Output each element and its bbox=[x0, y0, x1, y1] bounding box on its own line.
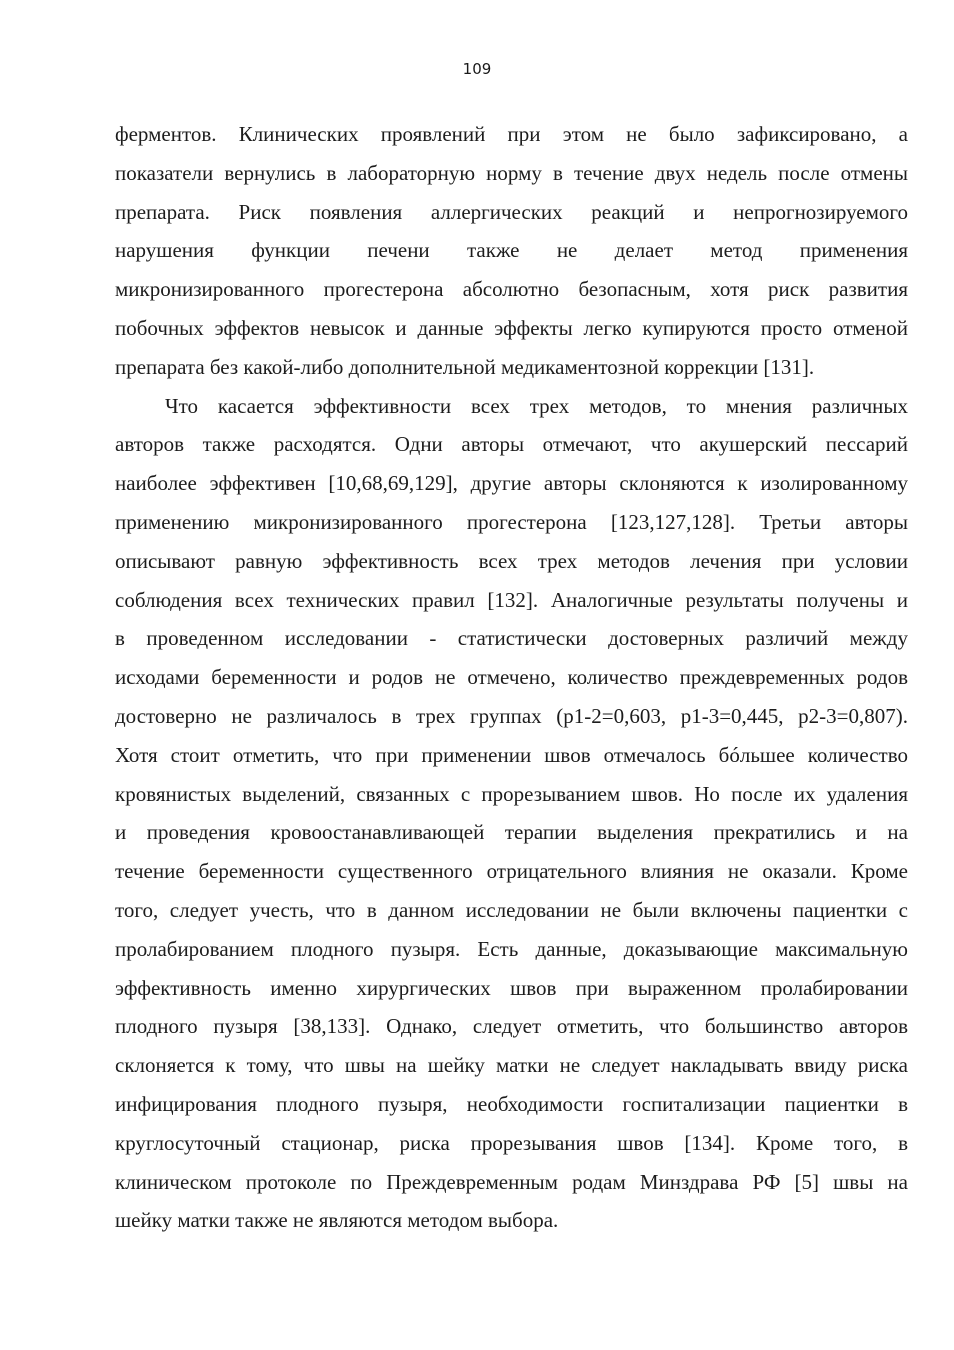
paragraph bbox=[115, 115, 908, 387]
text-line: течение беременности существенного отрицательного влияния не оказали. Кроме bbox=[115, 859, 908, 884]
text-line: препарата. Риск появления аллергических реакций и непрогнозируемого bbox=[115, 199, 908, 224]
text-line: в проведенном исследовании - статистически достоверных различий между bbox=[115, 626, 908, 651]
text-line: авторов также расходятся. Одни авторы отмечают, что акушерский пессарий bbox=[115, 432, 908, 457]
paragraph bbox=[115, 387, 908, 1241]
page-body bbox=[115, 115, 908, 1240]
text-line: кровянистых выделений, связанных с прорезыванием швов. Но после их удаления bbox=[115, 781, 908, 806]
text-line: применению микронизированного прогестерона [123,127,128]. Третьи авторы bbox=[115, 509, 908, 534]
text-line: шейку матки также не являются методом выбора. bbox=[115, 1208, 559, 1233]
text-line: препарата без какой-либо дополнительной медикаментозной коррекции [131]. bbox=[115, 354, 815, 379]
text-line: Хотя стоит отметить, что при применении швов отмечалось бóльшее количество bbox=[115, 742, 908, 767]
page-number: 109 bbox=[462, 60, 492, 78]
text-line: наиболее эффективен [10,68,69,129], другие авторы склоняются к изолированному bbox=[115, 471, 908, 496]
text-line: склоняется к тому, что швы на шейку матки не следует накладывать ввиду риска bbox=[115, 1053, 908, 1078]
text-line: показатели вернулись в лабораторную норму в течение двух недель после отмены bbox=[115, 160, 908, 185]
text-line: ферментов. Клинических проявлений при этом не было зафиксировано, а bbox=[115, 122, 908, 146]
text-line: соблюдения всех технических правил [132]. Аналогичные результаты получены и bbox=[115, 587, 908, 612]
text-line: и проведения кровоостанавливающей терапии выделения прекратились и на bbox=[115, 820, 908, 845]
text-line: того, следует учесть, что в данном исследовании не были включены пациентки с bbox=[115, 897, 908, 922]
text-line: инфицирования плодного пузыря, необходимости госпитализации пациентки в bbox=[115, 1091, 908, 1116]
text-line: описывают равную эффективность всех трех методов лечения при условии bbox=[115, 548, 908, 573]
text-line: микронизированного прогестерона абсолютно безопасным, хотя риск развития bbox=[115, 277, 908, 302]
text-line: нарушения функции печени также не делает метод применения bbox=[115, 238, 908, 263]
text-line: клиническом протоколе по Преждевременным родам Минздрава РФ [5] швы на bbox=[115, 1169, 908, 1194]
text-line: плодного пузыря [38,133]. Однако, следует отметить, что большинство авторов bbox=[115, 1014, 908, 1039]
text-line: круглосуточный стационар, риска прорезывания швов [134]. Кроме того, в bbox=[115, 1130, 908, 1155]
text-line: Что касается эффективности всех трех методов, то мнения различных bbox=[165, 393, 908, 418]
text-line: побочных эффектов невысок и данные эффекты легко купируются просто отменой bbox=[115, 315, 908, 340]
text-line: пролабированием плодного пузыря. Есть данные, доказывающие максимальную bbox=[115, 936, 908, 961]
text-line: эффективность именно хирургических швов при выраженном пролабировании bbox=[115, 975, 908, 1000]
text-line: исходами беременности и родов не отмечено, количество преждевременных родов bbox=[115, 665, 908, 690]
text-line: достоверно не различалось в трех группах (p1-2=0,603, p1-3=0,445, p2-3=0,807). bbox=[115, 703, 908, 728]
